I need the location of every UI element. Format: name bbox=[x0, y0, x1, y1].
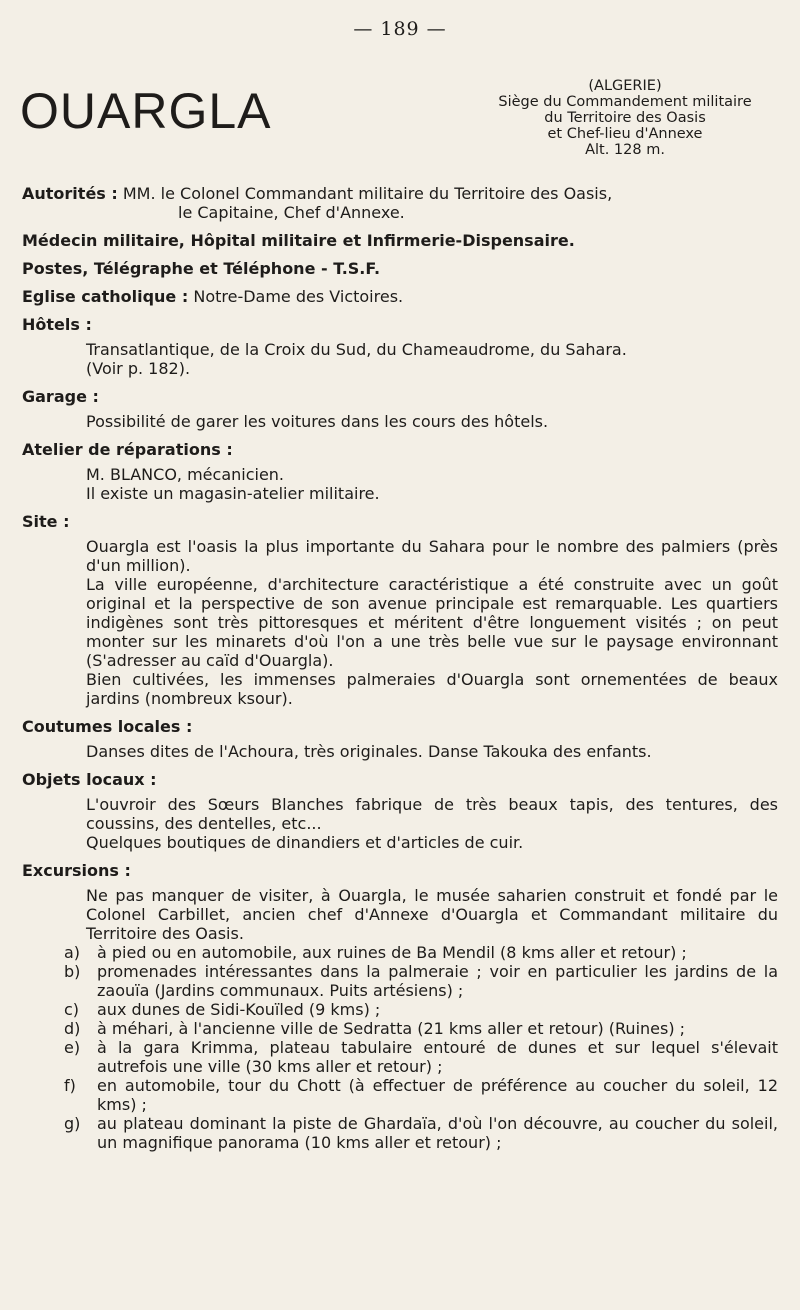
item-letter: g) bbox=[64, 1114, 81, 1133]
section-text: M. BLANCO, mécanicien. bbox=[86, 465, 285, 484]
item-text: à pied ou en automobile, aux ruines de Ba Mendil (8 kms aller et retour) ; bbox=[97, 943, 687, 962]
item-text: à méhari, à l'ancienne ville de Sedratta (21 kms aller et retour) (Ruines) ; bbox=[97, 1019, 686, 1038]
list-item bbox=[64, 1076, 778, 1114]
list-item bbox=[64, 1000, 778, 1019]
section-site bbox=[22, 512, 778, 708]
section-text: Transatlantique, de la Croix du Sud, du Chameaudrome, du Sahara. bbox=[86, 340, 627, 359]
section-text: MM. le Colonel Commandant militaire du Territoire des Oasis, bbox=[122, 184, 613, 203]
list-item bbox=[64, 1114, 778, 1152]
item-text: en automobile, tour du Chott (à effectuer de préférence au coucher du soleil, 12 kms) ; bbox=[97, 1076, 778, 1114]
section-paragraph: Bien cultivées, les immenses palmeraies d'Ouargla sont ornementées de beaux jardins (nombreux ksour). bbox=[86, 670, 778, 708]
list-item bbox=[64, 962, 778, 1000]
section-heading: Autorités : bbox=[22, 184, 118, 203]
section-eglise bbox=[22, 287, 778, 306]
section-paragraph: L'ouvroir des Sœurs Blanches fabrique de très beaux tapis, des tentures, des coussins, des dentelles, etc... bbox=[86, 795, 778, 833]
section-text: Danses dites de l'Achoura, très originales. Danse Takouka des enfants. bbox=[86, 742, 652, 761]
medecin-line: Médecin militaire, Hôpital militaire et Infirmerie-Dispensaire. bbox=[22, 231, 575, 250]
section-text: Il existe un magasin-atelier militaire. bbox=[86, 484, 380, 503]
item-text: à la gara Krimma, plateau tabulaire entouré de dunes et sur lequel s'élevait autrefois une ville (30 kms aller et retour) ; bbox=[97, 1038, 778, 1076]
guide-content bbox=[22, 184, 778, 1161]
section-atelier bbox=[22, 440, 778, 503]
section-heading: Objets locaux : bbox=[22, 770, 157, 789]
item-text: promenades intéressantes dans la palmeraie ; voir en particulier les jardins de la zaouïa (Jardins communaux. Puits artésiens) ; bbox=[97, 962, 778, 1000]
page-number: — 189 — bbox=[353, 18, 447, 40]
section-coutumes bbox=[22, 717, 778, 761]
list-item bbox=[64, 943, 778, 962]
info-line: du Territoire des Oasis bbox=[544, 110, 706, 126]
section-heading: Hôtels : bbox=[22, 315, 92, 334]
item-letter: b) bbox=[64, 962, 81, 981]
item-letter: d) bbox=[64, 1019, 81, 1038]
section-paragraph: Quelques boutiques de dinandiers et d'articles de cuir. bbox=[86, 833, 524, 852]
info-line: et Chef-lieu d'Annexe bbox=[547, 126, 703, 142]
section-paragraph: La ville européenne, d'architecture caractéristique a été construite avec un goût original et la perspective de son avenue principale est remarquable. Les quartiers indigènes sont très pittoresques et méritent d'être longuement visités ; on peut monter sur les minarets d'où l'on a une très belle vue sur le paysage environnant (S'adresser au caïd d'Ouargla). bbox=[86, 575, 778, 670]
item-letter: c) bbox=[64, 1000, 80, 1019]
section-autorites bbox=[22, 184, 778, 222]
item-letter: f) bbox=[64, 1076, 76, 1095]
section-garage bbox=[22, 387, 778, 431]
section-heading: Eglise catholique : bbox=[22, 287, 189, 306]
info-line: (ALGERIE) bbox=[588, 78, 662, 94]
section-text: (Voir p. 182). bbox=[86, 359, 191, 378]
excursion-list bbox=[22, 943, 778, 1152]
section-hotels bbox=[22, 315, 778, 378]
section-objets bbox=[22, 770, 778, 852]
city-info bbox=[470, 78, 780, 158]
section-text: le Capitaine, Chef d'Annexe. bbox=[178, 203, 405, 222]
list-item bbox=[64, 1019, 778, 1038]
item-text: au plateau dominant la piste de Ghardaïa, d'où l'on découvre, au coucher du soleil, un magnifique panorama (10 kms aller et retour) ; bbox=[97, 1114, 778, 1152]
item-letter: e) bbox=[64, 1038, 81, 1057]
info-line: Siège du Commandement militaire bbox=[498, 94, 752, 110]
section-text: Possibilité de garer les voitures dans les cours des hôtels. bbox=[86, 412, 549, 431]
section-heading: Coutumes locales : bbox=[22, 717, 193, 736]
info-line: Alt. 128 m. bbox=[585, 142, 665, 158]
section-heading: Excursions : bbox=[22, 861, 131, 880]
section-paragraph: Ne pas manquer de visiter, à Ouargla, le musée saharien construit et fondé par le Colonel Carbillet, ancien chef d'Annexe d'Ouargla et Commandant militaire du Territoire des Oasis. bbox=[86, 886, 778, 943]
section-heading: Atelier de réparations : bbox=[22, 440, 233, 459]
section-excursions bbox=[22, 861, 778, 1152]
item-text: aux dunes de Sidi-Kouïled (9 kms) ; bbox=[97, 1000, 381, 1019]
page-title: OUARGLA bbox=[20, 83, 272, 139]
postes-line: Postes, Télégraphe et Téléphone - T.S.F. bbox=[22, 259, 381, 278]
section-heading: Garage : bbox=[22, 387, 99, 406]
list-item bbox=[64, 1038, 778, 1076]
item-letter: a) bbox=[64, 943, 81, 962]
section-heading: Site : bbox=[22, 512, 70, 531]
section-text: Notre-Dame des Victoires. bbox=[193, 287, 404, 306]
section-paragraph: Ouargla est l'oasis la plus importante du Sahara pour le nombre des palmiers (près d'un million). bbox=[86, 537, 778, 575]
